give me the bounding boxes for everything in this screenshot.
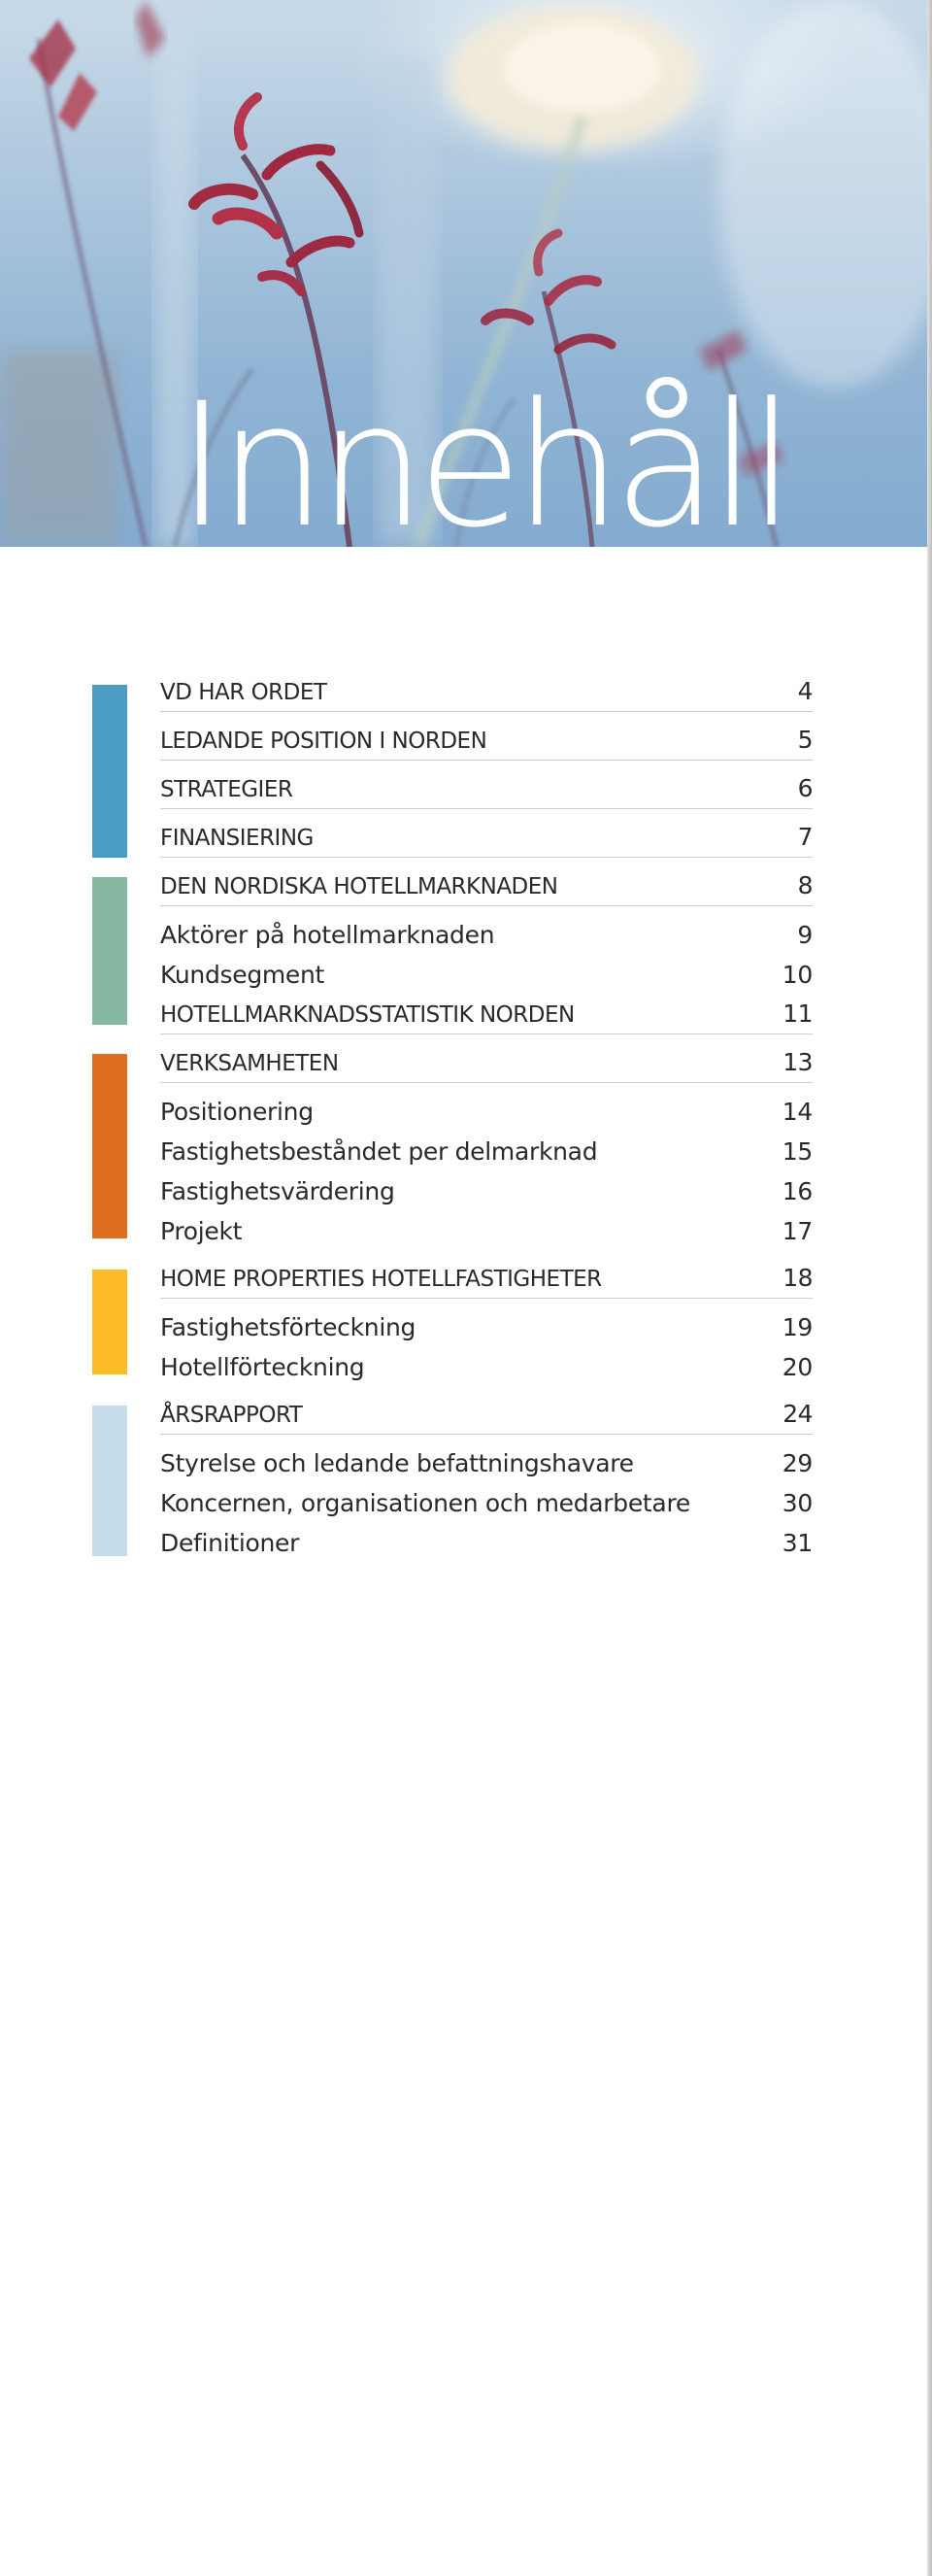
toc-label: Kundsegment xyxy=(160,961,325,989)
toc-label: VERKSAMHETEN xyxy=(160,1051,339,1076)
toc-page-number: 17 xyxy=(782,1217,813,1245)
toc-label: VD HAR ORDET xyxy=(160,680,327,705)
toc-page-number: 14 xyxy=(782,1098,813,1126)
toc-entry[interactable] xyxy=(160,818,813,858)
page-title: Innehåll xyxy=(177,366,787,547)
toc-entry[interactable] xyxy=(160,1347,813,1387)
toc-label: Positionering xyxy=(160,1098,314,1126)
section-bar-2 xyxy=(92,877,127,1025)
toc-entry[interactable] xyxy=(160,1307,813,1347)
toc-label: Projekt xyxy=(160,1217,243,1245)
section-bar-1 xyxy=(92,685,127,858)
toc-page-number: 6 xyxy=(797,774,813,802)
toc-entry[interactable] xyxy=(160,769,813,809)
toc-page-number: 8 xyxy=(797,871,813,899)
toc-page-number: 20 xyxy=(782,1353,813,1381)
toc-entry[interactable] xyxy=(160,1132,813,1171)
toc-label: Fastighetsbeståndet per delmarknad xyxy=(160,1137,598,1166)
toc-entry[interactable] xyxy=(160,1043,813,1083)
toc-label: Styrelse och ledande befattningshavare xyxy=(160,1449,634,1477)
toc-entry[interactable] xyxy=(160,721,813,761)
toc-label: Hotellförteckning xyxy=(160,1353,365,1381)
toc-page-number: 4 xyxy=(797,677,813,705)
toc-page-number: 13 xyxy=(782,1048,813,1076)
toc-entry[interactable] xyxy=(160,1171,813,1211)
toc-label: HOME PROPERTIES HOTELLFASTIGHETER xyxy=(160,1267,602,1292)
toc-entry[interactable] xyxy=(160,995,813,1034)
toc-entry[interactable] xyxy=(160,915,813,955)
section-bar-3 xyxy=(92,1054,127,1238)
toc-page-number: 24 xyxy=(782,1400,813,1428)
toc-page-number: 7 xyxy=(797,823,813,851)
toc-label: ÅRSRAPPORT xyxy=(160,1403,303,1428)
toc-page-number: 5 xyxy=(797,726,813,754)
toc-page-number: 30 xyxy=(782,1489,813,1517)
toc-entry[interactable] xyxy=(160,1395,813,1435)
toc-label: FINANSIERING xyxy=(160,826,314,851)
toc-page-number: 16 xyxy=(782,1177,813,1205)
toc-label: Aktörer på hotellmarknaden xyxy=(160,921,495,949)
toc-label: Fastighetsförteckning xyxy=(160,1313,416,1341)
toc-label: Koncernen, organisationen och medarbetare xyxy=(160,1489,690,1517)
toc-entry[interactable] xyxy=(160,672,813,712)
toc-page-number: 31 xyxy=(782,1529,813,1557)
toc-entry[interactable] xyxy=(160,1483,813,1523)
toc-label: DEN NORDISKA HOTELLMARKNADEN xyxy=(160,874,558,899)
toc-page-number: 29 xyxy=(782,1449,813,1477)
toc-page-number: 10 xyxy=(782,961,813,989)
toc-entry[interactable] xyxy=(160,1211,813,1251)
toc-entry[interactable] xyxy=(160,866,813,906)
toc-label: Definitioner xyxy=(160,1529,300,1557)
toc-page-number: 9 xyxy=(797,921,813,949)
hero-photo xyxy=(0,0,927,547)
toc-page-number: 11 xyxy=(782,1000,813,1028)
toc-entry[interactable] xyxy=(160,1443,813,1483)
toc-label: STRATEGIER xyxy=(160,777,293,802)
toc-label: LEDANDE POSITION I NORDEN xyxy=(160,729,487,754)
toc-entry[interactable] xyxy=(160,955,813,995)
toc-page-number: 15 xyxy=(782,1137,813,1166)
toc-entry[interactable] xyxy=(160,1259,813,1299)
section-bar-5 xyxy=(92,1406,127,1556)
toc-page-number: 19 xyxy=(782,1313,813,1341)
toc-entry[interactable] xyxy=(160,1092,813,1132)
toc-label: Fastighetsvärdering xyxy=(160,1177,395,1205)
toc-entry[interactable] xyxy=(160,1523,813,1563)
section-bar-4 xyxy=(92,1270,127,1374)
toc-label: HOTELLMARKNADSSTATISTIK NORDEN xyxy=(160,1002,575,1028)
page-edge xyxy=(927,0,932,2576)
toc-page-number: 18 xyxy=(782,1264,813,1292)
